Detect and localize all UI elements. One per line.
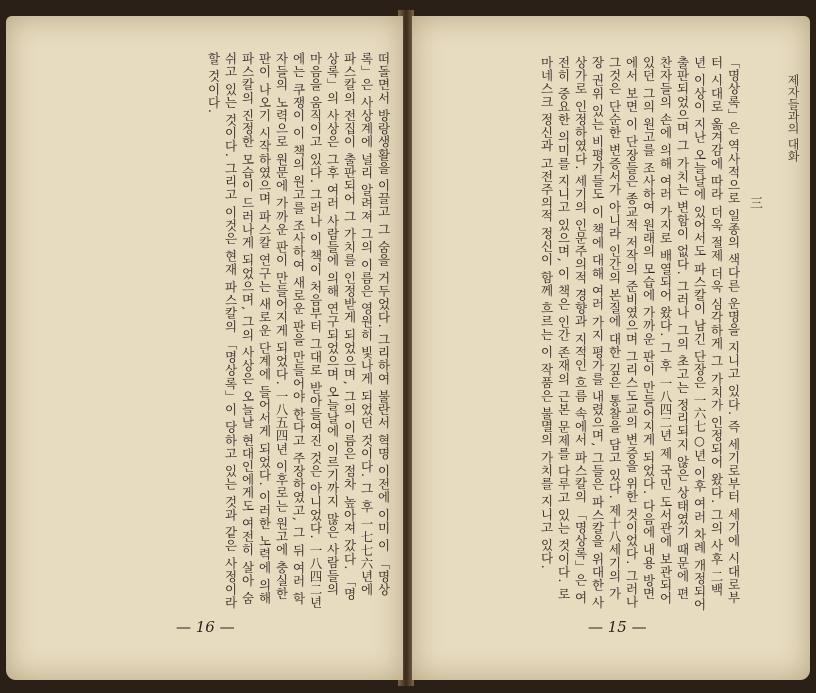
left-page	[6, 16, 403, 680]
right-page-body-text: 「명상록」은 역사적으로 일종의 색다른 운명을 지니고 있다. 즉 세기로부터 세기에 시대로부터 시대로 옮겨감에 따라 더욱 절제 더욱 심각하게 그 가치가 인정되어 왔다. 그의 사후 二백 년 이상이 지난 오늘날에 있어서도 파스칼이 남긴 단장은 一六七○년 이후 여러 차례 개정되어 출판되었으며 그 가치는 변함이 없다. 그러나 그의 초고는 정리되지 않은 상태였기 때문에 편찬자들의 손에 의해 여러 가지로 배열되어 왔다. 그 후 一八四二년 제 국민 도서관에 보관되어 있던 그의 원고를 조사하여 원래의 모습에 가까운 판이 만들어지게 되었다. 다음에 내용 방면에서 보면 이 단장들은 종교적 저작의 준비였으며 그리스도교의 변증을 위한 것이었다. 그러나 그것은 단순한 변증서가 아니라 인간의 본질에 대한 깊은 통찰을 담고 있다. 제十八세기의 가장 권위 있는 비평가들도 이 책에 대해 여러 가지 평가를 내렸으며, 그들은 파스칼을 위대한 사상가로 인정하였다. 세기의 인문주의적 경향과 지적인 흐름 속에서 파스칼의 「명상록」은 여전히 중요한 의미를 지니고 있으며, 이 책은 인간 존재의 근본 문제를 다루고 있는 것이다. 로마네스크 정신과 고전주의적 정신이 함께 흐르는 이 작품은 불멸의 가치를 지니고 있다.	[539, 56, 741, 616]
left-page-body-text: 떠돌면서 방랑생활을 이끌고 그 숨을 거두었다. 그리하여 불란서 혁명 이전에 이미 이 「명상록」은 사상계에 널리 알려져 그의 이름은 영원히 빛나게 되었던 것이다. 그 후 一七七六년에 파스칼의 전집이 출판되어 그 가치를 인정받게 되었으며, 그의 이름은 점차 높아져 갔다. 「명상록」의 사상은 그후 여러 사람들에 의해 연구되었으며 오늘날에 이르기까지 많은 사람들의 마음을 움직이고 있다. 그러나 이 책이 처음부터 그대로 받아들여진 것은 아니었다. 一八四二년에는 쿠쟁이 이 책의 원고를 조사하여 새로운 판을 만들어야 한다고 주장하였고, 그 뒤 여러 학자들의 노력으로 원문에 가까운 판이 만들어지게 되었다. 一八五四년 이후로는 원고에 충실한 판이 나오기 시작하였으며 파스칼 연구는 새로운 단계에 들어서게 되었다. 이러한 노력에 의해 파스칼의 진정한 모습이 드러나게 되었으며, 그의 사상은 오늘날 현대인에게도 여전히 살아 숨쉬고 있는 것이다. 그리고 이것은 현재 파스칼의 「명상록」이 당하고 있는 것과 같은 사정이라 할 것이다.	[206, 52, 391, 614]
left-page-number: — 16 —	[176, 618, 235, 636]
right-page-number: — 15 —	[588, 618, 647, 636]
running-head: 제자들과의 대화	[786, 74, 800, 162]
section-number: 三	[747, 196, 762, 209]
right-page	[412, 16, 810, 680]
